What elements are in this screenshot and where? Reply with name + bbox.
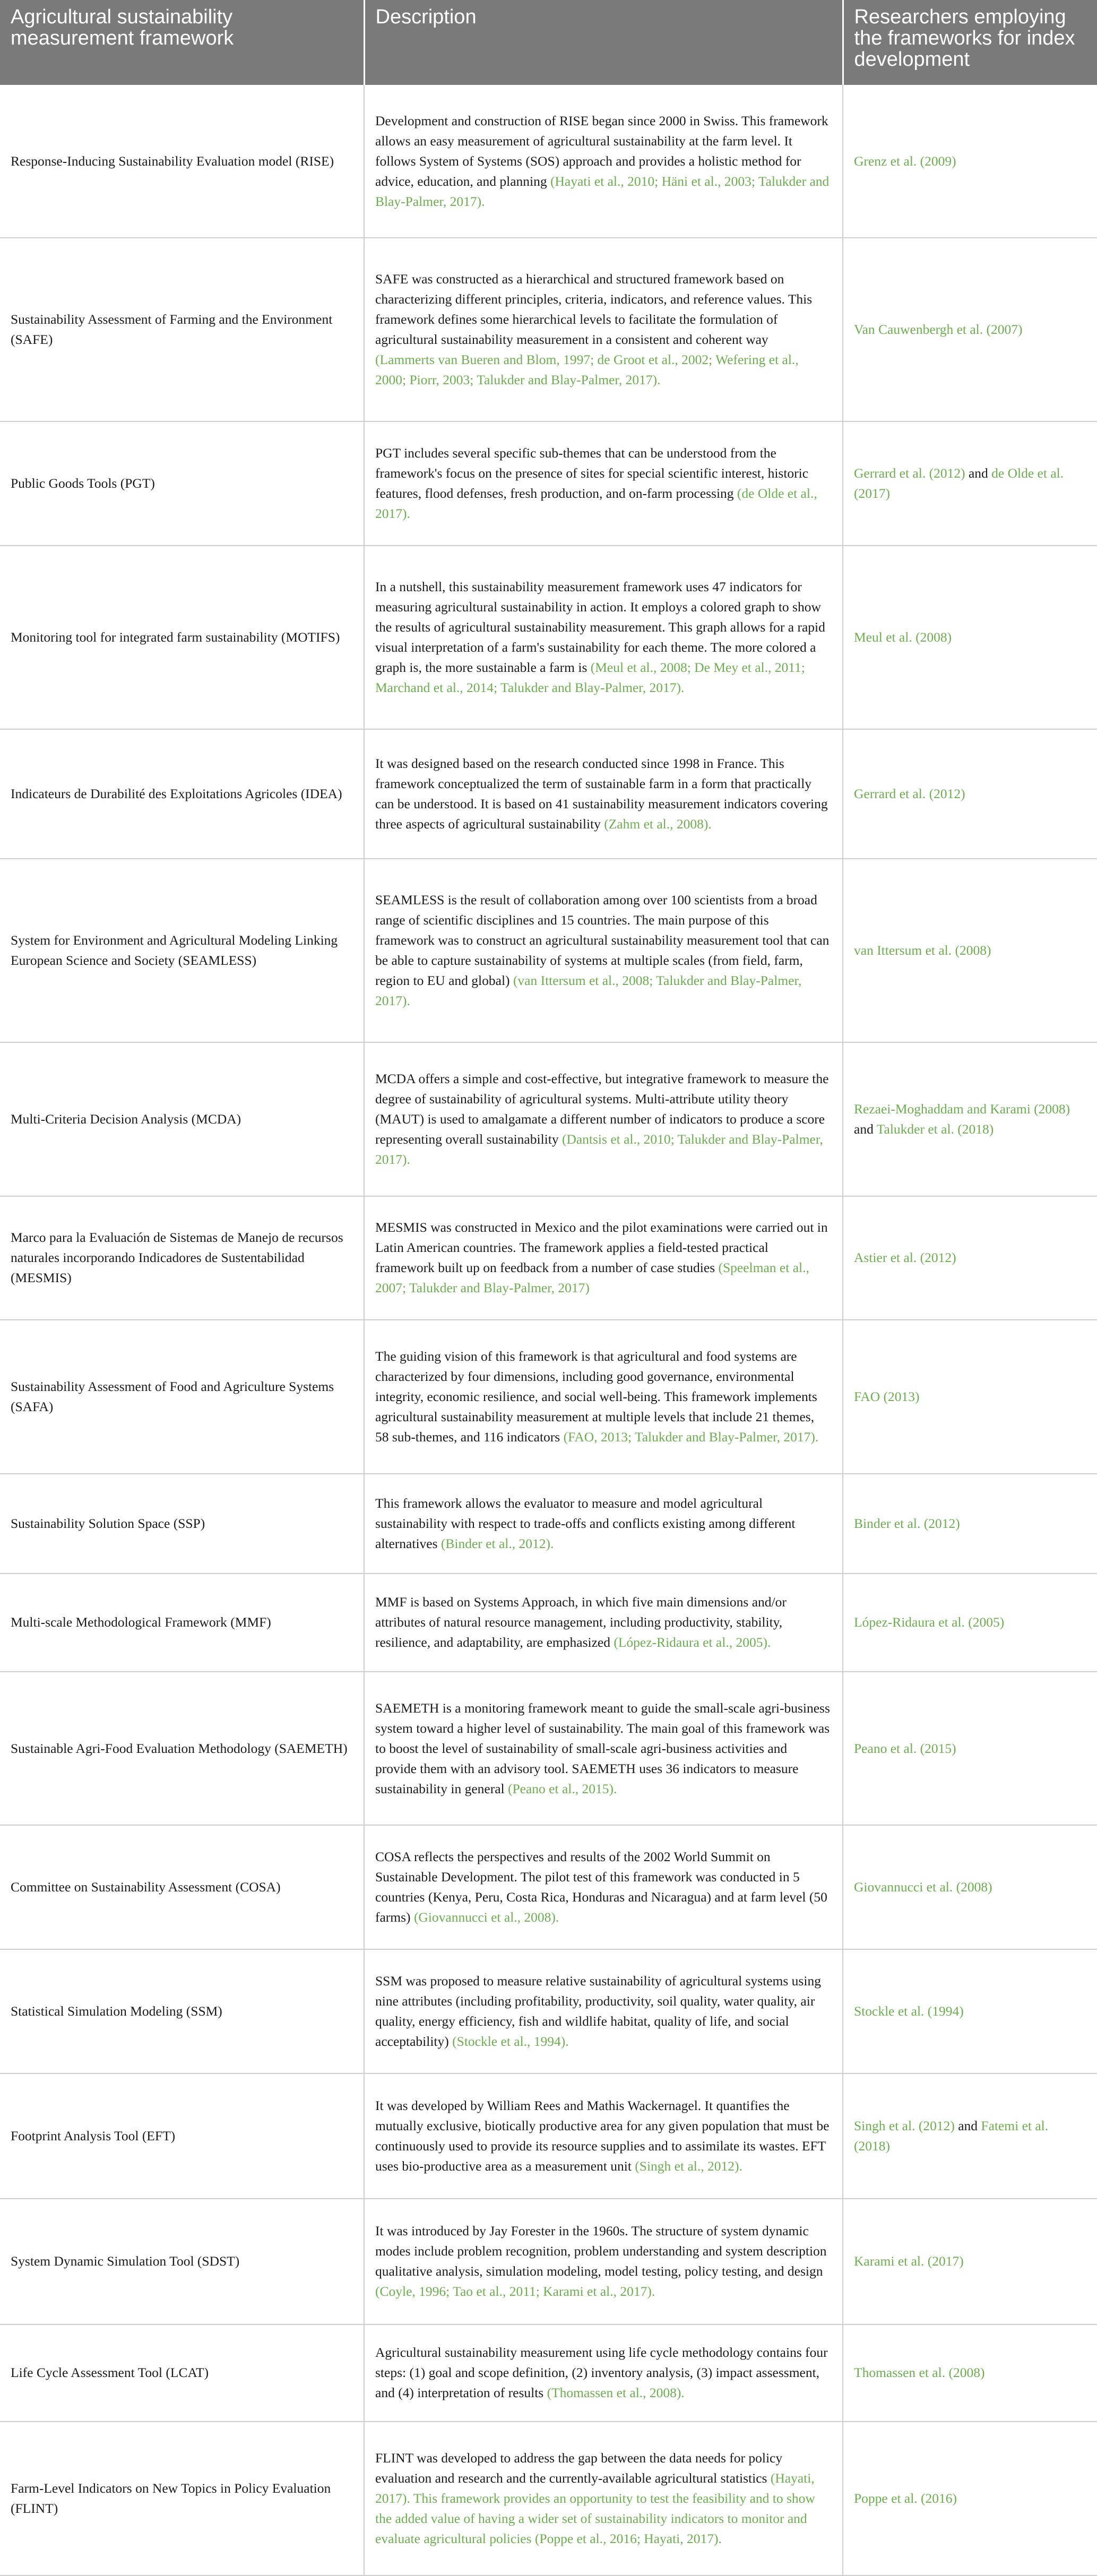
description-cell — [364, 1949, 843, 2073]
researchers-cell — [843, 729, 1097, 859]
framework-cell — [0, 1320, 364, 1474]
description-text: It was developed by William Rees and Mathis Wackernagel. It quantifies the mutually exclusive, biotically productive area for any given population that must be continuously used to provide its resource supplies and to assimilate its wastes. EFT uses bio-productive area as a measurement unit — [375, 2097, 830, 2174]
description-text: It was designed based on the research conducted since 1998 in France. This framework conceptualized the term of sustainable farm in a form that practically can be understood. It is based on 41 sustainability measurement indicators covering three aspects of agricultural sustainability — [375, 755, 828, 832]
description-text: SAFE was constructed as a hierarchical and structured framework based on characterizing different principles, criteria, indicators, and reference values. This framework defines some hierarchical levels to facilitate the formulation of agricultural sustainability measurement in a consistent and coherent way — [375, 271, 813, 348]
framework-cell — [0, 2199, 364, 2324]
researcher-reference-link[interactable]: Binder et al. (2012) — [854, 1515, 960, 1531]
description-references[interactable]: (Meul et al., 2008; De Mey et al., 2011; Marchand et al., 2014; Talukder and Blay-Palmer, 2017). — [375, 659, 805, 695]
researcher-reference-link[interactable]: Gerrard et al. (2012) — [854, 785, 965, 801]
researcher-reference-link[interactable]: Giovannucci et al. (2008) — [854, 1879, 992, 1895]
table-row — [0, 238, 1097, 421]
header-description: Description — [364, 0, 843, 85]
framework-cell — [0, 1825, 364, 1949]
description-cell — [364, 1474, 843, 1574]
description-cell — [364, 1825, 843, 1949]
description-cell — [364, 2422, 843, 2575]
table-row — [0, 2324, 1097, 2422]
framework-cell — [0, 859, 364, 1042]
framework-cell — [0, 1196, 364, 1320]
description-text: MESMIS was constructed in Mexico and the pilot examinations were carried out in Latin American countries. The framework applies a field-tested practical framework built up on feedback from a number of case studies — [375, 1220, 828, 1276]
description-references[interactable]: (Hayati et al., 2010; Häni et al., 2003; Talukder and Blay-Palmer, 2017). — [375, 173, 830, 209]
framework-name: Sustainability Assessment of Food and Agriculture Systems (SAFA) — [11, 1379, 334, 1415]
description-cell — [364, 729, 843, 859]
researchers-cell — [843, 1949, 1097, 2073]
researchers-cell — [843, 2199, 1097, 2324]
researcher-reference-link[interactable]: López-Ridaura et al. (2005) — [854, 1614, 1005, 1630]
researchers-cell — [843, 421, 1097, 546]
framework-name: Sustainability Solution Space (SSP) — [11, 1515, 205, 1531]
description-references[interactable]: (Stockle et al., 1994). — [452, 2033, 569, 2049]
description-cell — [364, 546, 843, 729]
description-text: SEAMLESS is the result of collaboration among over 100 scientists from a broad range of scientific disciplines and 15 countries. The main purpose of this framework was to construct an agricultural sustainability measurement tool that can be able to capture sustainability of systems at multiple scales (from field, farm, region to EU and global) — [375, 892, 830, 988]
description-references[interactable]: (Singh et al., 2012). — [635, 2158, 742, 2174]
researchers-cell — [843, 1825, 1097, 1949]
framework-name: System Dynamic Simulation Tool (SDST) — [11, 2253, 240, 2269]
framework-cell — [0, 1574, 364, 1672]
description-cell — [364, 421, 843, 546]
researcher-reference-link[interactable]: Grenz et al. (2009) — [854, 153, 956, 169]
researchers-cell — [843, 85, 1097, 238]
description-cell — [364, 1196, 843, 1320]
description-cell — [364, 859, 843, 1042]
table-row — [0, 2073, 1097, 2199]
table-row — [0, 85, 1097, 238]
description-references[interactable]: (López-Ridaura et al., 2005). — [614, 1635, 771, 1650]
description-text: PGT includes several specific sub-themes that can be understood from the framework's focus on the presence of sites for special scientific interest, historic features, flood defenses, fresh production, and on-farm processing — [375, 445, 809, 502]
framework-cell — [0, 2073, 364, 2199]
description-references[interactable]: (Zahm et al., 2008). — [604, 816, 712, 832]
description-cell — [364, 1672, 843, 1826]
description-cell — [364, 1042, 843, 1196]
table-row — [0, 2422, 1097, 2575]
framework-name: Life Cycle Assessment Tool (LCAT) — [11, 2365, 209, 2381]
framework-name: Statistical Simulation Modeling (SSM) — [11, 2003, 222, 2019]
framework-cell — [0, 238, 364, 421]
framework-name: Marco para la Evaluación de Sistemas de Manejo de recursos naturales incorporando Indicadores de Sustentabilidad (MESMIS) — [11, 1230, 343, 1286]
description-text: MCDA offers a simple and cost-effective, but integrative framework to measure the degree of sustainability of agricultural systems. Multi-attribute utility theory (MAUT) is used to amalgamate a different number of indicators to produce a score representing overall sustainability — [375, 1070, 829, 1147]
framework-cell — [0, 729, 364, 859]
researchers-cell — [843, 2324, 1097, 2422]
researcher-reference-link[interactable]: Karami et al. (2017) — [854, 2253, 964, 2269]
researchers-cell — [843, 546, 1097, 729]
table-row — [0, 1949, 1097, 2073]
framework-name: Farm-Level Indicators on New Topics in Policy Evaluation (FLINT) — [11, 2480, 331, 2517]
description-cell — [364, 2324, 843, 2422]
researcher-reference-link[interactable]: van Ittersum et al. (2008) — [854, 942, 991, 958]
description-text: MMF is based on Systems Approach, in which five main dimensions and/or attributes of natural resource management, including productivity, stability, resilience, and adaptability, are emphasized — [375, 1594, 787, 1650]
description-cell — [364, 238, 843, 421]
researcher-reference-link[interactable]: Gerrard et al. (2012) — [854, 465, 965, 481]
framework-cell — [0, 2422, 364, 2575]
framework-cell — [0, 85, 364, 238]
researcher-reference-link[interactable]: Thomassen et al. (2008) — [854, 2365, 985, 2381]
researchers-cell — [843, 859, 1097, 1042]
description-cell — [364, 2199, 843, 2324]
table-header — [0, 0, 1097, 85]
framework-cell — [0, 1474, 364, 1574]
table-row — [0, 1825, 1097, 1949]
researchers-cell — [843, 1672, 1097, 1826]
description-references[interactable]: (Hayati, 2017). This framework provides an opportunity to test the feasibility and to show the added value of having a wider set of sustainability indicators to monitor and evaluate agricultural policies (Poppe et al., 2016; Hayati, 2017). — [375, 2470, 815, 2547]
framework-name: Multi-scale Methodological Framework (MMF) — [11, 1614, 271, 1630]
researchers-cell — [843, 1474, 1097, 1574]
framework-name: System for Environment and Agricultural Modeling Linking European Science and Society (SEAMLESS) — [11, 932, 338, 968]
researcher-reference-link[interactable]: Singh et al. (2012) — [854, 2117, 955, 2133]
description-references[interactable]: (Thomassen et al., 2008). — [547, 2385, 685, 2401]
description-text: Agricultural sustainability measurement using life cycle methodology contains four steps: (1) goal and scope definition, (2) inventory analysis, (3) impact assessment, and (4) interpretation of results — [375, 2345, 828, 2401]
table-row — [0, 2199, 1097, 2324]
researcher-reference-link[interactable]: Rezaei-Moghaddam and Karami (2008) — [854, 1101, 1070, 1117]
framework-cell — [0, 1042, 364, 1196]
researchers-cell — [843, 2422, 1097, 2575]
researcher-joiner: and — [954, 2117, 981, 2133]
researcher-reference-link[interactable]: Stockle et al. (1994) — [854, 2003, 964, 2019]
table-row — [0, 859, 1097, 1042]
table-row — [0, 1574, 1097, 1672]
framework-cell — [0, 2324, 364, 2422]
framework-name: Footprint Analysis Tool (EFT) — [11, 2128, 176, 2143]
framework-name: Sustainable Agri-Food Evaluation Methodology (SAEMETH) — [11, 1740, 348, 1756]
table-row — [0, 1042, 1097, 1196]
researchers-cell — [843, 1196, 1097, 1320]
description-text: SSM was proposed to measure relative sustainability of agricultural systems using nine attributes (including profitability, productivity, soil quality, water quality, air quality, energy efficiency, fish and wildlife habitat, quality of life, and social acceptability) — [375, 1973, 821, 2049]
researcher-joiner: and — [854, 1121, 877, 1137]
table-row — [0, 421, 1097, 546]
framework-cell — [0, 1672, 364, 1826]
description-cell — [364, 1574, 843, 1672]
table-row — [0, 1196, 1097, 1320]
description-references[interactable]: (FAO, 2013; Talukder and Blay-Palmer, 2017). — [563, 1429, 819, 1445]
table-row — [0, 1474, 1097, 1574]
framework-cell — [0, 421, 364, 546]
researchers-cell — [843, 1320, 1097, 1474]
researcher-reference-link[interactable]: Meul et al. (2008) — [854, 629, 952, 645]
description-references[interactable]: (Giovannucci et al., 2008). — [413, 1909, 559, 1925]
researcher-reference-link[interactable]: Van Cauwenbergh et al. (2007) — [854, 322, 1023, 338]
framework-name: Public Goods Tools (PGT) — [11, 476, 155, 491]
framework-name: Sustainability Assessment of Farming and the Environment (SAFE) — [11, 312, 333, 348]
description-text: The guiding vision of this framework is that agricultural and food systems are characterized by four dimensions, including good governance, environmental integrity, economic resilience, and social well-being. This framework implements agricultural sustainability measurement at multiple levels that include 21 themes, 58 sub-themes, and 116 indicators — [375, 1348, 817, 1445]
description-cell — [364, 2073, 843, 2199]
description-references[interactable]: (Binder et al., 2012). — [440, 1535, 554, 1551]
framework-name: Multi-Criteria Decision Analysis (MCDA) — [11, 1111, 241, 1127]
researchers-cell — [843, 1574, 1097, 1672]
description-references[interactable]: (Speelman et al., 2007; Talukder and Blay-Palmer, 2017) — [375, 1260, 809, 1296]
description-text: Development and construction of RISE began since 2000 in Swiss. This framework allows an easy measurement of agricultural sustainability at the farm level. It follows System of Systems (SOS) approach and provides a holistic method for advice, education, and planning — [375, 113, 828, 189]
description-text: This framework allows the evaluator to measure and model agricultural sustainability with respect to trade-offs and conflicts existing among different alternatives — [375, 1495, 796, 1551]
description-text: FLINT was developed to address the gap between the data needs for policy evaluation and research and the currently-available agricultural statistics — [375, 2450, 783, 2486]
header-researchers: Researchers employing the frameworks for index development — [843, 0, 1097, 85]
framework-name: Response-Inducing Sustainability Evaluation model (RISE) — [11, 153, 334, 169]
researchers-cell — [843, 1042, 1097, 1196]
table-row — [0, 729, 1097, 859]
researcher-reference-link[interactable]: de Olde et al. (2017) — [854, 465, 1064, 502]
researcher-reference-link[interactable]: Fatemi et al. (2018) — [854, 2117, 1049, 2154]
header-framework: Agricultural sustainability measurement framework — [0, 0, 364, 85]
description-references[interactable]: (Dantsis et al., 2010; Talukder and Blay-Palmer, 2017). — [375, 1131, 823, 1167]
description-text: It was introduced by Jay Forester in the 1960s. The structure of system dynamic modes include problem recognition, problem understanding and system description qualitative analysis, simulation modeling, model testing, policy testing, and design — [375, 2223, 827, 2279]
table-body — [0, 85, 1097, 2575]
description-text: COSA reflects the perspectives and results of the 2002 World Summit on Sustainable Development. The pilot test of this framework was conducted in 5 countries (Kenya, Peru, Costa Rica, Honduras and Nicaragua) and at farm level (50 farms) — [375, 1849, 827, 1925]
description-references[interactable]: (Peano et al., 2015). — [507, 1780, 617, 1796]
framework-name: Committee on Sustainability Assessment (COSA) — [11, 1879, 281, 1895]
researcher-reference-link[interactable]: Astier et al. (2012) — [854, 1250, 956, 1266]
researcher-reference-link[interactable]: Poppe et al. (2016) — [854, 2491, 957, 2506]
table-row — [0, 1320, 1097, 1474]
table-row — [0, 546, 1097, 729]
description-cell — [364, 1320, 843, 1474]
researchers-cell — [843, 238, 1097, 421]
description-text: SAEMETH is a monitoring framework meant to guide the small-scale agri-business system toward a higher level of sustainability. The main goal of this framework was to boost the level of sustainability of small-scale agri-business activities and provide them with an advisory tool. SAEMETH uses 36 indicators to measure sustainability in general — [375, 1700, 830, 1796]
researcher-reference-link[interactable]: Talukder et al. (2018) — [876, 1121, 994, 1137]
description-references[interactable]: (van Ittersum et al., 2008; Talukder and Blay-Palmer, 2017). — [375, 972, 802, 1008]
description-text: In a nutshell, this sustainability measurement framework uses 47 indicators for measuring agricultural sustainability in action. It employs a colored graph to show the results of agricultural sustainability measurement. This graph allows for a rapid visual interpretation of a farm's sustainability for each theme. The more colored a graph is, the more sustainable a farm is — [375, 578, 825, 675]
researcher-joiner: and — [965, 465, 992, 481]
description-references[interactable]: (Lammerts van Bueren and Blom, 1997; de Groot et al., 2002; Wefering et al., 2000; Piorr, 2003; Talukder and Blay-Palmer, 2017). — [375, 352, 799, 388]
framework-cell — [0, 1949, 364, 2073]
framework-name: Indicateurs de Durabilité des Exploitations Agricoles (IDEA) — [11, 785, 342, 801]
table-row — [0, 1672, 1097, 1826]
framework-cell — [0, 546, 364, 729]
description-references[interactable]: (Coyle, 1996; Tao et al., 2011; Karami et al., 2017). — [375, 2284, 655, 2300]
researcher-reference-link[interactable]: FAO (2013) — [854, 1389, 920, 1405]
researcher-reference-link[interactable]: Peano et al. (2015) — [854, 1740, 956, 1756]
description-references[interactable]: (de Olde et al., 2017). — [375, 486, 817, 522]
description-cell — [364, 85, 843, 238]
framework-name: Monitoring tool for integrated farm sustainability (MOTIFS) — [11, 629, 340, 645]
researchers-cell — [843, 2073, 1097, 2199]
